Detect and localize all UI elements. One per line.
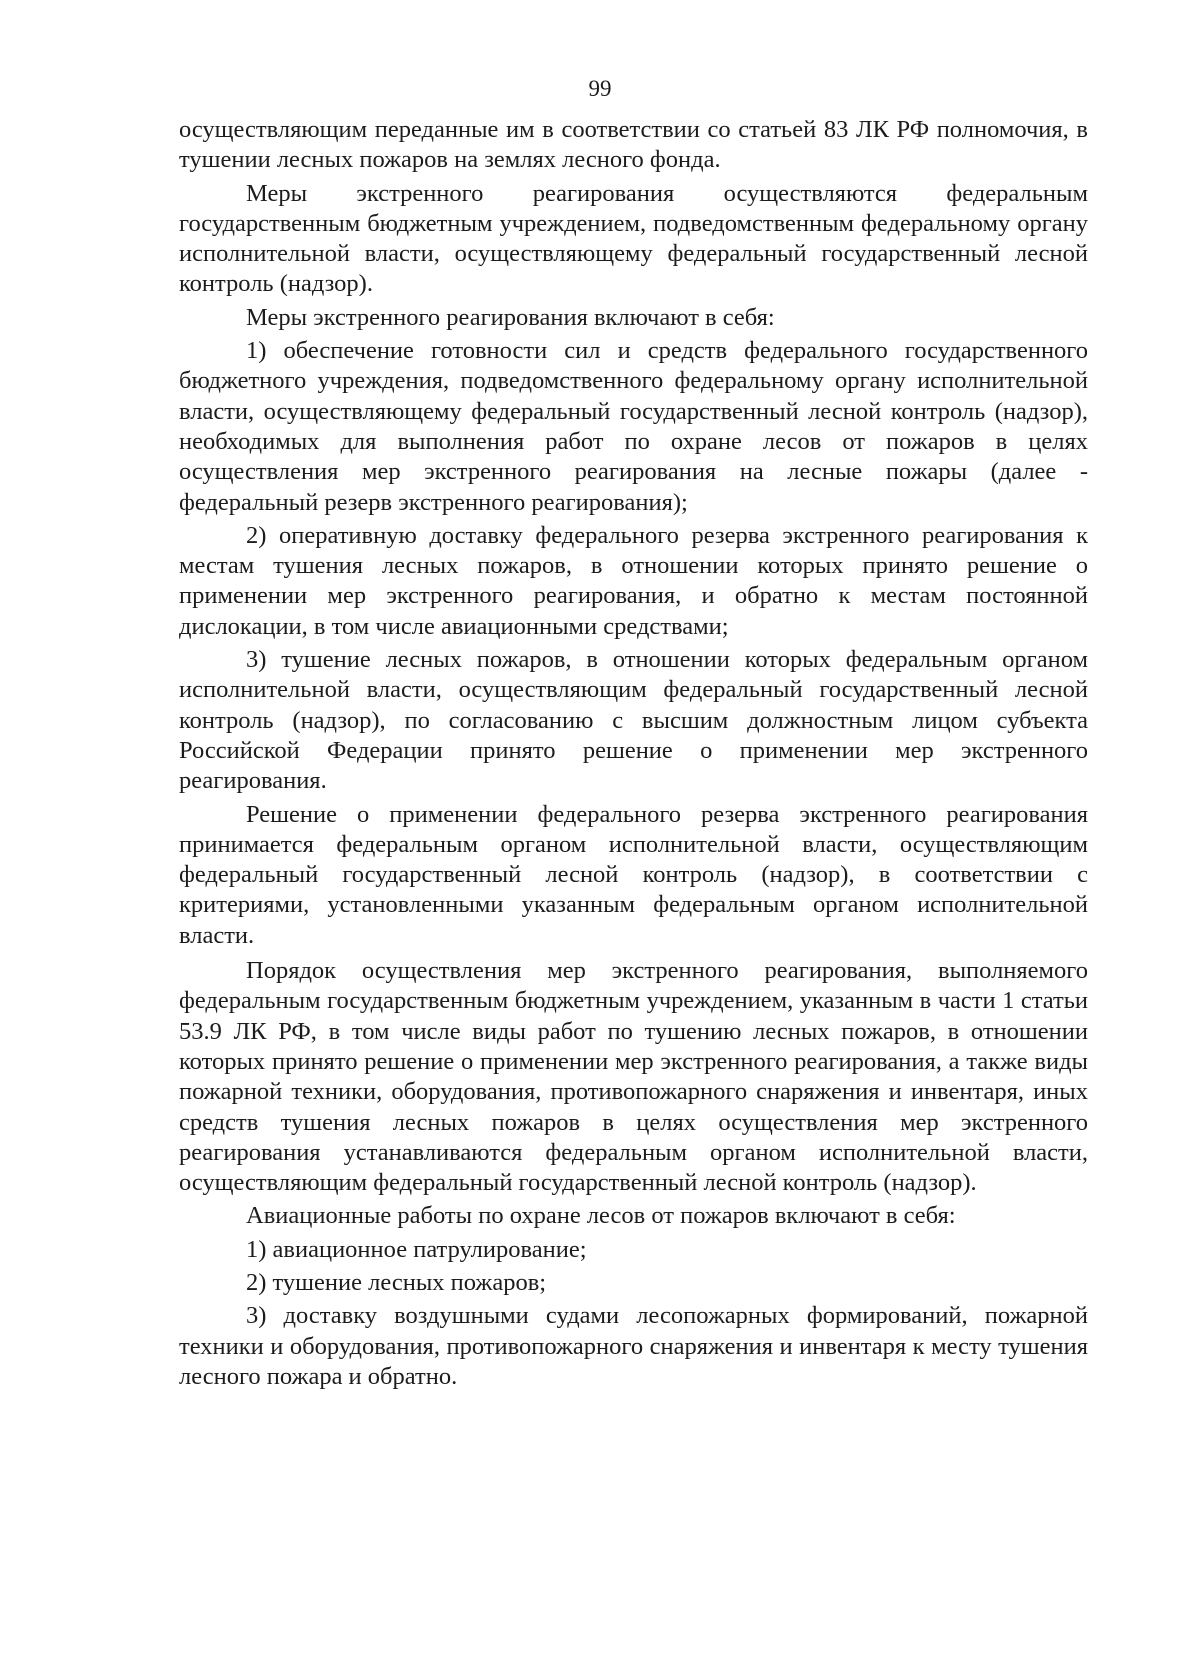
list-item: 1) обеспечение готовности сил и средств федерального государственного бюджетного учреждения, подведомственного федеральному органу исполнительной власти, осуществляющему федеральный государственный лесной контроль (надзор), необходимых для выполнения работ по охране лесов от пожаров в целях осуществления мер экстренного реагирования на лесные пожары (далее - федеральный резерв экстренного реагирования);	[179, 337, 1088, 516]
list-item: 3) доставку воздушными судами лесопожарных формирований, пожарной техники и оборудования, противопожарного снаряжения и инвентаря к месту тушения лесного пожара и обратно.	[179, 1302, 1088, 1390]
paragraph: Решение о применении федерального резерва экстренного реагирования принимается федеральным органом исполнительной власти, осуществляющим федеральный государственный лесной контроль (надзор), в соответствии с критериями, установленными указанным федеральным органом исполнительной власти.	[179, 800, 1088, 949]
paragraph: Авиационные работы по охране лесов от пожаров включают в себя:	[246, 1202, 956, 1230]
paragraph-continuation: осуществляющим переданные им в соответствии со статьей 83 ЛК РФ полномочия, в тушении лесных пожаров на землях лесного фонда.	[179, 116, 1088, 174]
paragraph: Порядок осуществления мер экстренного реагирования, выполняемого федеральным государственным бюджетным учреждением, указанным в части 1 статьи 53.9 ЛК РФ, в том числе виды работ по тушению лесных пожаров, в отношении которых принято решение о применении мер экстренного реагирования, а также виды пожарной техники, оборудования, противопожарного снаряжения и инвентаря, иных средств тушения лесных пожаров в целях осуществления мер экстренного реагирования устанавливаются федеральным органом исполнительной власти, осуществляющим федеральный государственный лесной контроль (надзор).	[179, 957, 1088, 1197]
page-number: 99	[588, 76, 612, 101]
list-item: 2) тушение лесных пожаров;	[246, 1268, 547, 1296]
paragraph: Меры экстренного реагирования осуществляются федеральным государственным бюджетным учреждением, подведомственным федеральному органу исполнительной власти, осуществляющему федеральный государственный лесной контроль (надзор).	[179, 179, 1088, 298]
list-item: 3) тушение лесных пожаров, в отношении которых федеральным органом исполнительной власти, осуществляющим федеральный государственный лесной контроль (надзор), по согласованию с высшим должностным лицом субъекта Российской Федерации принято решение о применении мер экстренного реагирования.	[179, 646, 1088, 795]
document-body	[179, 115, 1088, 1392]
paragraph: Меры экстренного реагирования включают в себя:	[246, 303, 775, 331]
list-item: 1) авиационное патрулирование;	[246, 1235, 587, 1263]
list-item: 2) оперативную доставку федерального резерва экстренного реагирования к местам тушения лесных пожаров, в отношении которых принято решение о применении мер экстренного реагирования, и обратно к местам постоянной дислокации, в том числе авиационными средствами;	[179, 521, 1088, 640]
